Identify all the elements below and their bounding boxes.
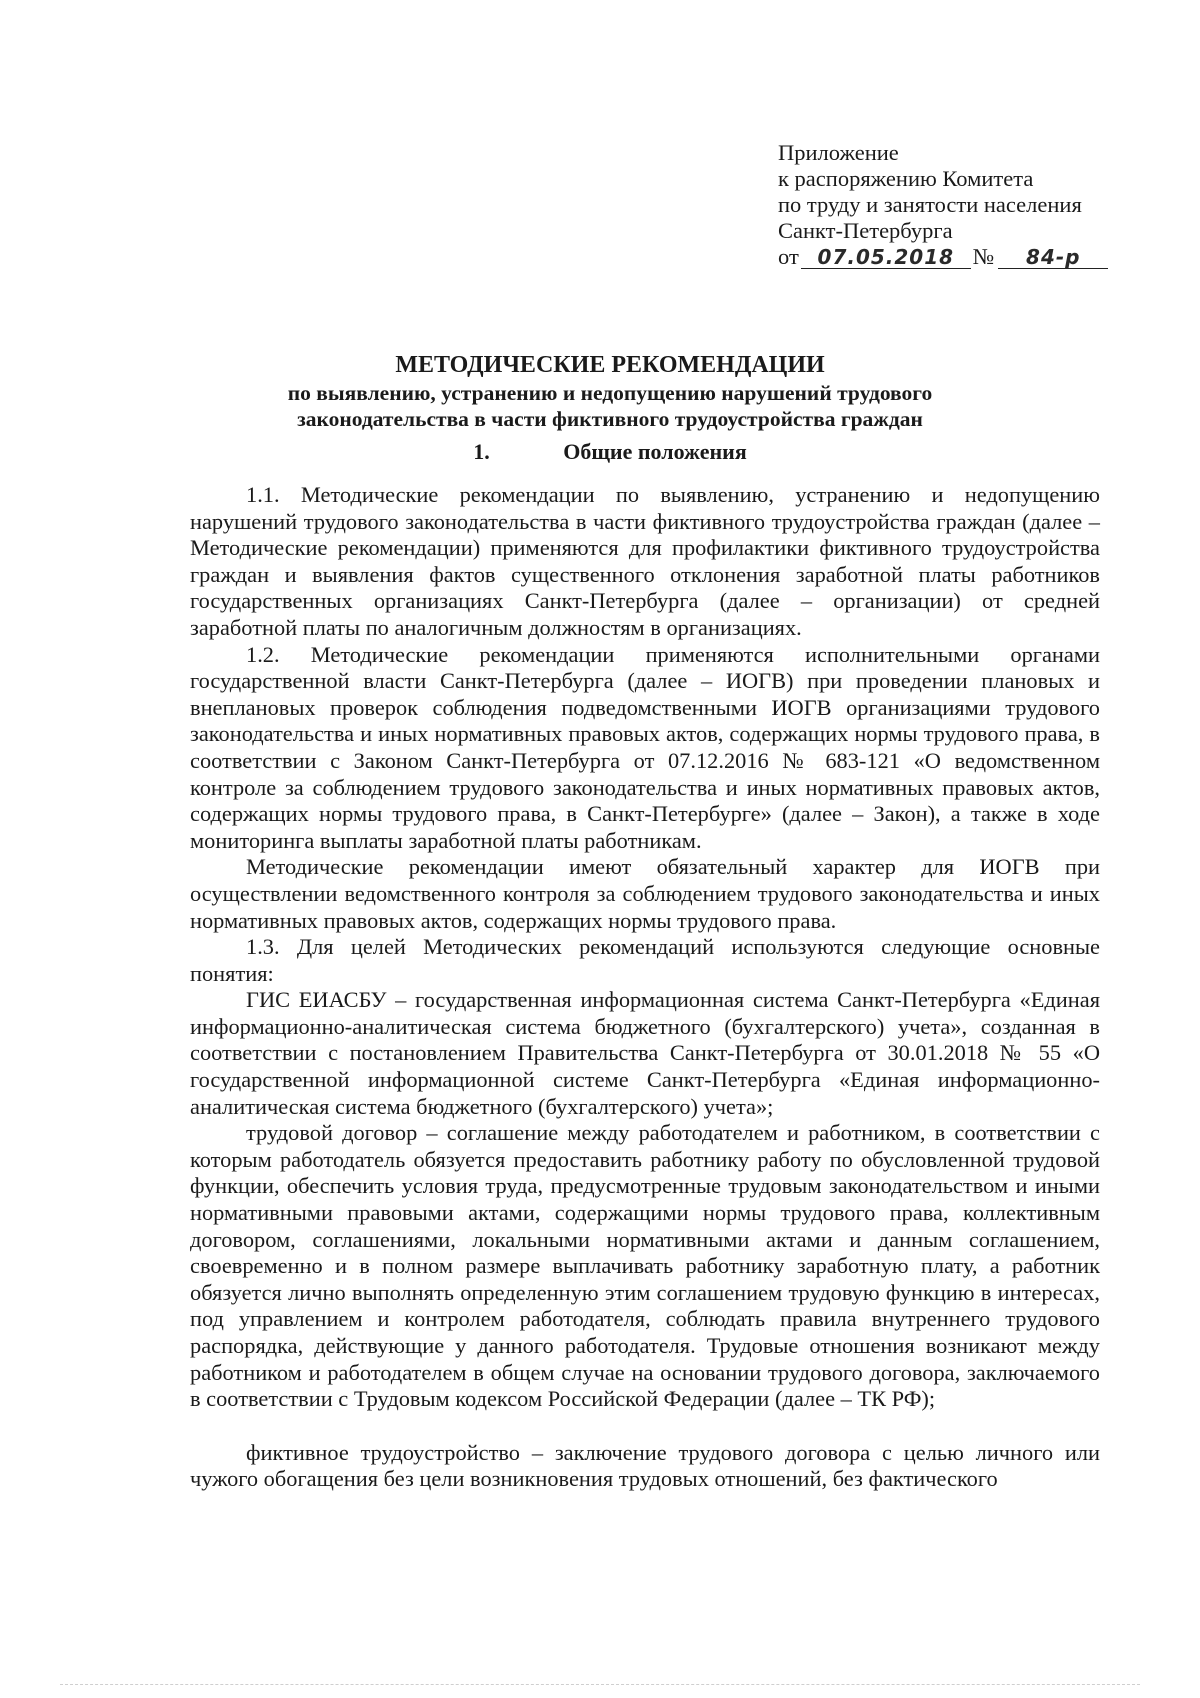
- number-label: №: [972, 244, 995, 269]
- paragraph-1-2: 1.2. Методические рекомендации применяются исполнительными органами государственной власти Санкт-Петербурга (далее – ИОГВ) при проведении плановых и внеплановых проверок соблюдения подведомственными ИОГВ организациями трудового законодательства и иных нормативных правовых актов, содержащих нормы трудового права, в соответствии с Законом Санкт-Петербурга от 07.12.2016 № 683-121 «О ведомственном контроле за соблюдением трудового законодательства и иных нормативных правовых актов, содержащих нормы трудового права, в Санкт-Петербурге» (далее – Закон), а также в ходе мониторинга выплаты заработной платы работникам.: [190, 641, 1100, 853]
- from-label: от: [778, 244, 799, 269]
- paragraph-labor-contract-definition: трудовой договор – соглашение между работодателем и работником, в соответствии с которым работодатель обязуется предоставить работнику работу по обусловленной трудовой функции, обеспечить условия труда, предусмотренные трудовым законодательством и иными нормативными правовыми актами, содержащими нормы трудового права, коллективным договором, соглашениями, локальными нормативными актами и данным соглашением, своевременно и в полном размере выплачивать работнику заработную плату, а работник обязуется лично выполнять определенную этим соглашением трудовую функцию в интересах, под управлением и контролем работодателя, соблюдать правила внутреннего трудового распорядка, действующие у данного работодателя. Трудовые отношения возникают между работником и работодателем в общем случае на основании трудового договора, заключаемого в соответствии с Трудовым кодексом Российской Федерации (далее – ТК РФ);: [190, 1120, 1100, 1412]
- appendix-committee: по труду и занятости населения: [778, 192, 1082, 217]
- scan-edge-line: [60, 1684, 1140, 1685]
- section-title: Общие положения: [563, 439, 747, 464]
- section-heading: [170, 438, 1050, 466]
- section-number: 1.: [473, 439, 490, 464]
- document-subtitle-line-1: по выявлению, устранению и недопущению нарушений трудового: [287, 381, 933, 405]
- paragraph-fictitious-employment-definition: фиктивное трудоустройство – заключение трудового договора с целью личного или чужого обогащения без цели возникновения трудовых отношений, без фактического: [190, 1439, 1100, 1492]
- document-title-block: [170, 350, 1050, 466]
- document-subtitle-line-2: законодательства в части фиктивного трудоустройства граждан: [297, 407, 923, 431]
- handwritten-date: 07.05.2018: [801, 246, 971, 269]
- appendix-date-number-line: [778, 244, 1118, 270]
- appendix-order-ref: к распоряжению Комитета: [778, 166, 1034, 191]
- paragraph-1-1: 1.1. Методические рекомендации по выявлению, устранению и недопущению нарушений трудового законодательства в части фиктивного трудоустройства граждан (далее – Методические рекомендации) применяются для профилактики фиктивного трудоустройства граждан и выявления фактов существенного отклонения заработной платы работников государственных организациях Санкт-Петербурга (далее – организации) от средней заработной платы по аналогичным должностям в организациях.: [190, 482, 1100, 640]
- handwritten-number: 84-р: [998, 246, 1108, 269]
- appendix-header: [778, 140, 1118, 270]
- document-title: МЕТОДИЧЕСКИЕ РЕКОМЕНДАЦИИ: [395, 352, 825, 378]
- paragraph-1-3: 1.3. Для целей Методических рекомендаций используются следующие основные понятия:: [190, 934, 1100, 986]
- appendix-city: Санкт-Петербурга: [778, 218, 953, 243]
- paragraph-obligation: Методические рекомендации имеют обязательный характер для ИОГВ при осуществлении ведомственного контроля за соблюдением трудового законодательства и иных нормативных правовых актов, содержащих нормы трудового права.: [190, 854, 1100, 933]
- appendix-label: Приложение: [778, 140, 899, 165]
- paragraph-gis-definition: ГИС ЕИАСБУ – государственная информационная система Санкт-Петербурга «Единая информационно-аналитическая система бюджетного (бухгалтерского) учета», созданная в соответствии с постановлением Правительства Санкт-Петербурга от 30.01.2018 № 55 «О государственной информационной системе Санкт-Петербурга «Единая информационно-аналитическая система бюджетного (бухгалтерского) учета»;: [190, 987, 1100, 1119]
- document-body: [190, 482, 1100, 1493]
